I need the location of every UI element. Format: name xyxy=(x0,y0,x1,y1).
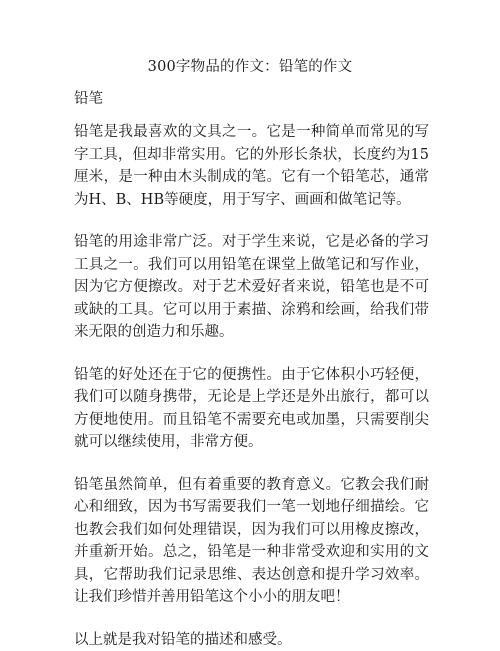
paragraph-2: 铅笔的用途非常广泛。对于学生来说，它是必备的学习工具之一。我们可以用铅笔在课堂上做笔记和写作业，因为它方便擦改。对于艺术爱好者来说，铅笔也是不可或缺的工具。它可以用于素描、涂鸦和绘画，给我们带来无限的创造力和乐趣。 xyxy=(74,231,429,344)
document-subtitle: 铅笔 xyxy=(74,89,103,109)
paragraph-1: 铅笔是我最喜欢的文具之一。它是一种简单而常见的写字工具，但却非常实用。它的外形长条状，长度约为15厘米，是一种由木头制成的笔。它有一个铅笔芯，通常为H、B、HB等硬度，用于写字、画画和做笔记等。 xyxy=(74,121,429,211)
paragraph-5: 以上就是我对铅笔的描述和感受。 xyxy=(74,629,429,651)
document-title: 300字物品的作文：铅笔的作文 xyxy=(0,57,500,77)
paragraph-4: 铅笔虽然简单，但有着重要的教育意义。它教会我们耐心和细致，因为书写需要我们一笔一划地仔细描绘。它也教会我们如何处理错误，因为我们可以用橡皮擦改，并重新开始。总之，铅笔是一种非常受欢迎和实用的文具，它帮助我们记录思维、表达创意和提升学习效率。让我们珍惜并善用铅笔这个小小的朋友吧！ xyxy=(74,474,429,609)
document-body xyxy=(74,121,429,651)
paragraph-3: 铅笔的好处还在于它的便携性。由于它体积小巧轻便，我们可以随身携带，无论是上学还是外出旅行，都可以方便地使用。而且铅笔不需要充电或加墨，只需要削尖就可以继续使用，非常方便。 xyxy=(74,364,429,454)
